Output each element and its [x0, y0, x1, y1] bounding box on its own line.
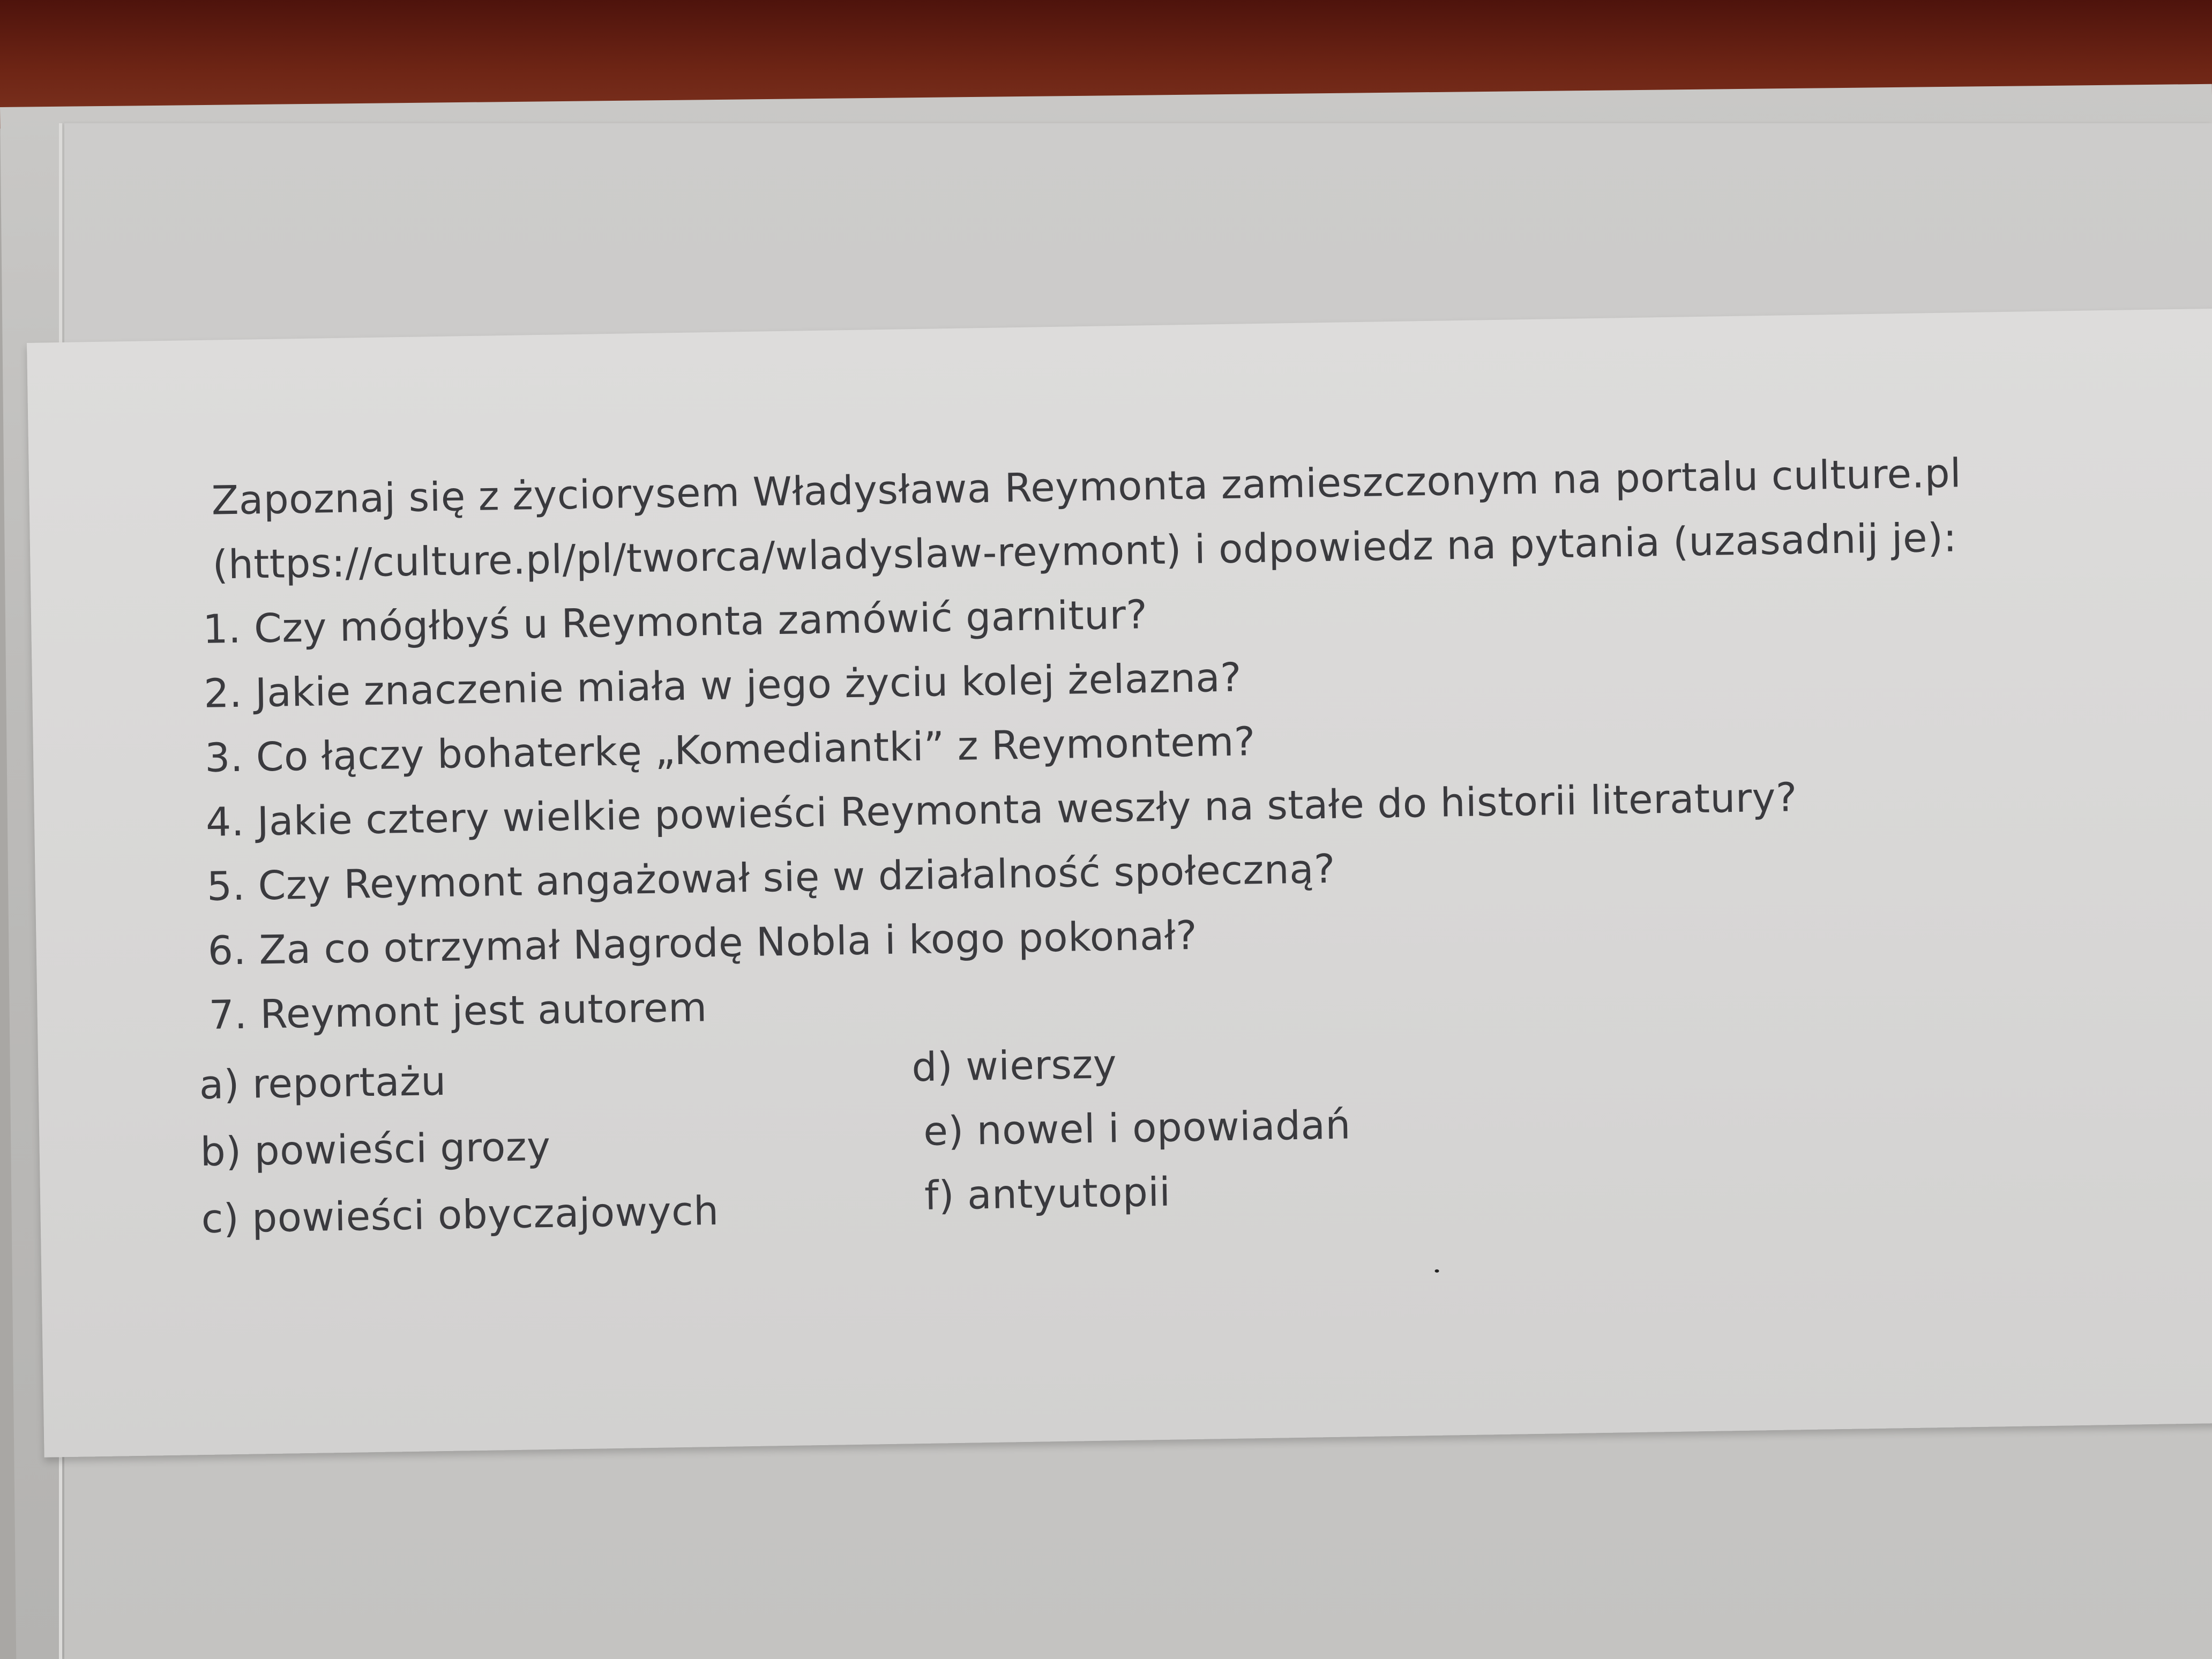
option-d: d) wierszy [911, 1041, 1117, 1091]
option-c: c) powieści obyczajowych [201, 1187, 720, 1243]
option-f: f) antyutopii [924, 1169, 1171, 1219]
question-1: 1. Czy mógłbyś u Reymonta zamówić garnitur? [202, 592, 1148, 653]
option-b: b) powieści grozy [200, 1123, 551, 1176]
printed-paper-strip [27, 309, 2212, 1458]
option-a: a) reportażu [199, 1058, 447, 1109]
question-5: 5. Czy Reymont angażował się w działalność społeczną? [206, 846, 1336, 910]
question-6: 6. Za co otrzymał Nagrodę Nobla i kogo pokonał? [207, 912, 1198, 974]
intro-line-1: Zapoznaj się z życiorysem Władysława Reymonta zamieszczonym na portalu culture.pl [211, 450, 1962, 524]
assignment-text [190, 438, 2185, 1257]
intro-line-2: (https://culture.pl/pl/tworca/wladyslaw-reymont) i odpowiedz na pytania (uzasadnij je): [212, 514, 1957, 588]
question-3: 3. Co łączy bohaterkę „Komediantki” z Reymontem? [204, 719, 1256, 781]
answer-options [199, 1022, 2185, 1257]
option-e: e) nowel i opowiadań [923, 1102, 1351, 1155]
question-7: 7. Reymont jest autorem [208, 984, 708, 1038]
question-2: 2. Jakie znaczenie miała w jego życiu kolej żelazna? [203, 654, 1242, 717]
ink-speck [1434, 1269, 1439, 1273]
question-4: 4. Jakie cztery wielkie powieści Reymonta weszły na stałe do historii literatury? [205, 774, 1798, 846]
